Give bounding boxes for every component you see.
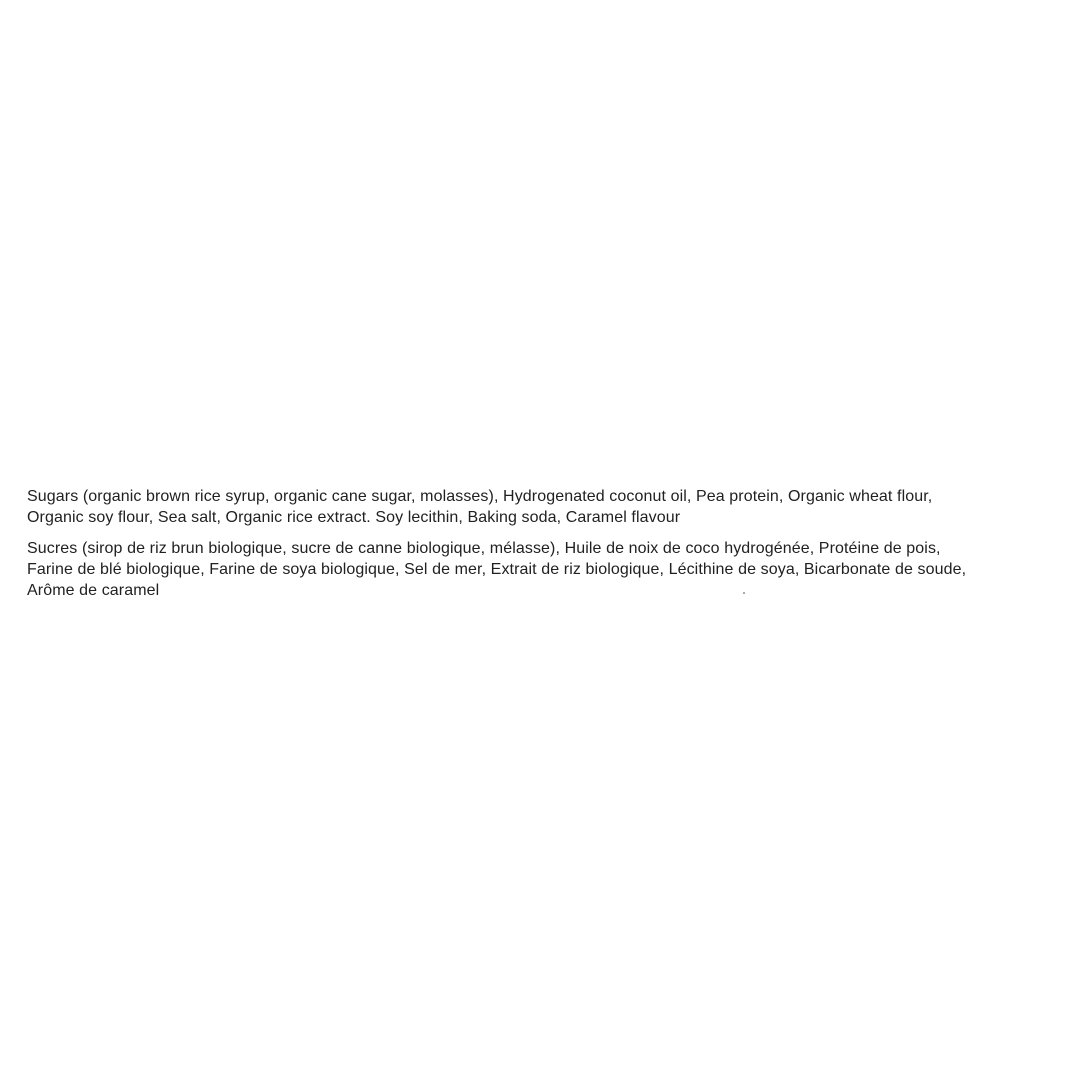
ingredients-text-block (27, 486, 1067, 611)
ingredients-french-line-2: Farine de blé biologique, Farine de soya biologique, Sel de mer, Extrait de riz biologique, Lécithine de soya, Bicarbonate de soude, (27, 561, 967, 578)
ingredients-paragraph-english (27, 486, 1067, 528)
ingredients-paragraph-french (27, 538, 1067, 601)
stray-speck (743, 592, 745, 594)
ingredients-english-line-2: Organic soy flour, Sea salt, Organic rice extract. Soy lecithin, Baking soda, Caramel flavour (27, 509, 681, 526)
ingredients-french-line-3: Arôme de caramel (27, 582, 160, 599)
ingredients-french-line-1: Sucres (sirop de riz brun biologique, sucre de canne biologique, mélasse), Huile de noix de coco hydrogénée, Protéine de pois, (27, 540, 941, 557)
ingredients-english-line-1: Sugars (organic brown rice syrup, organic cane sugar, molasses), Hydrogenated coconut oil, Pea protein, Organic wheat flour, (27, 488, 933, 505)
